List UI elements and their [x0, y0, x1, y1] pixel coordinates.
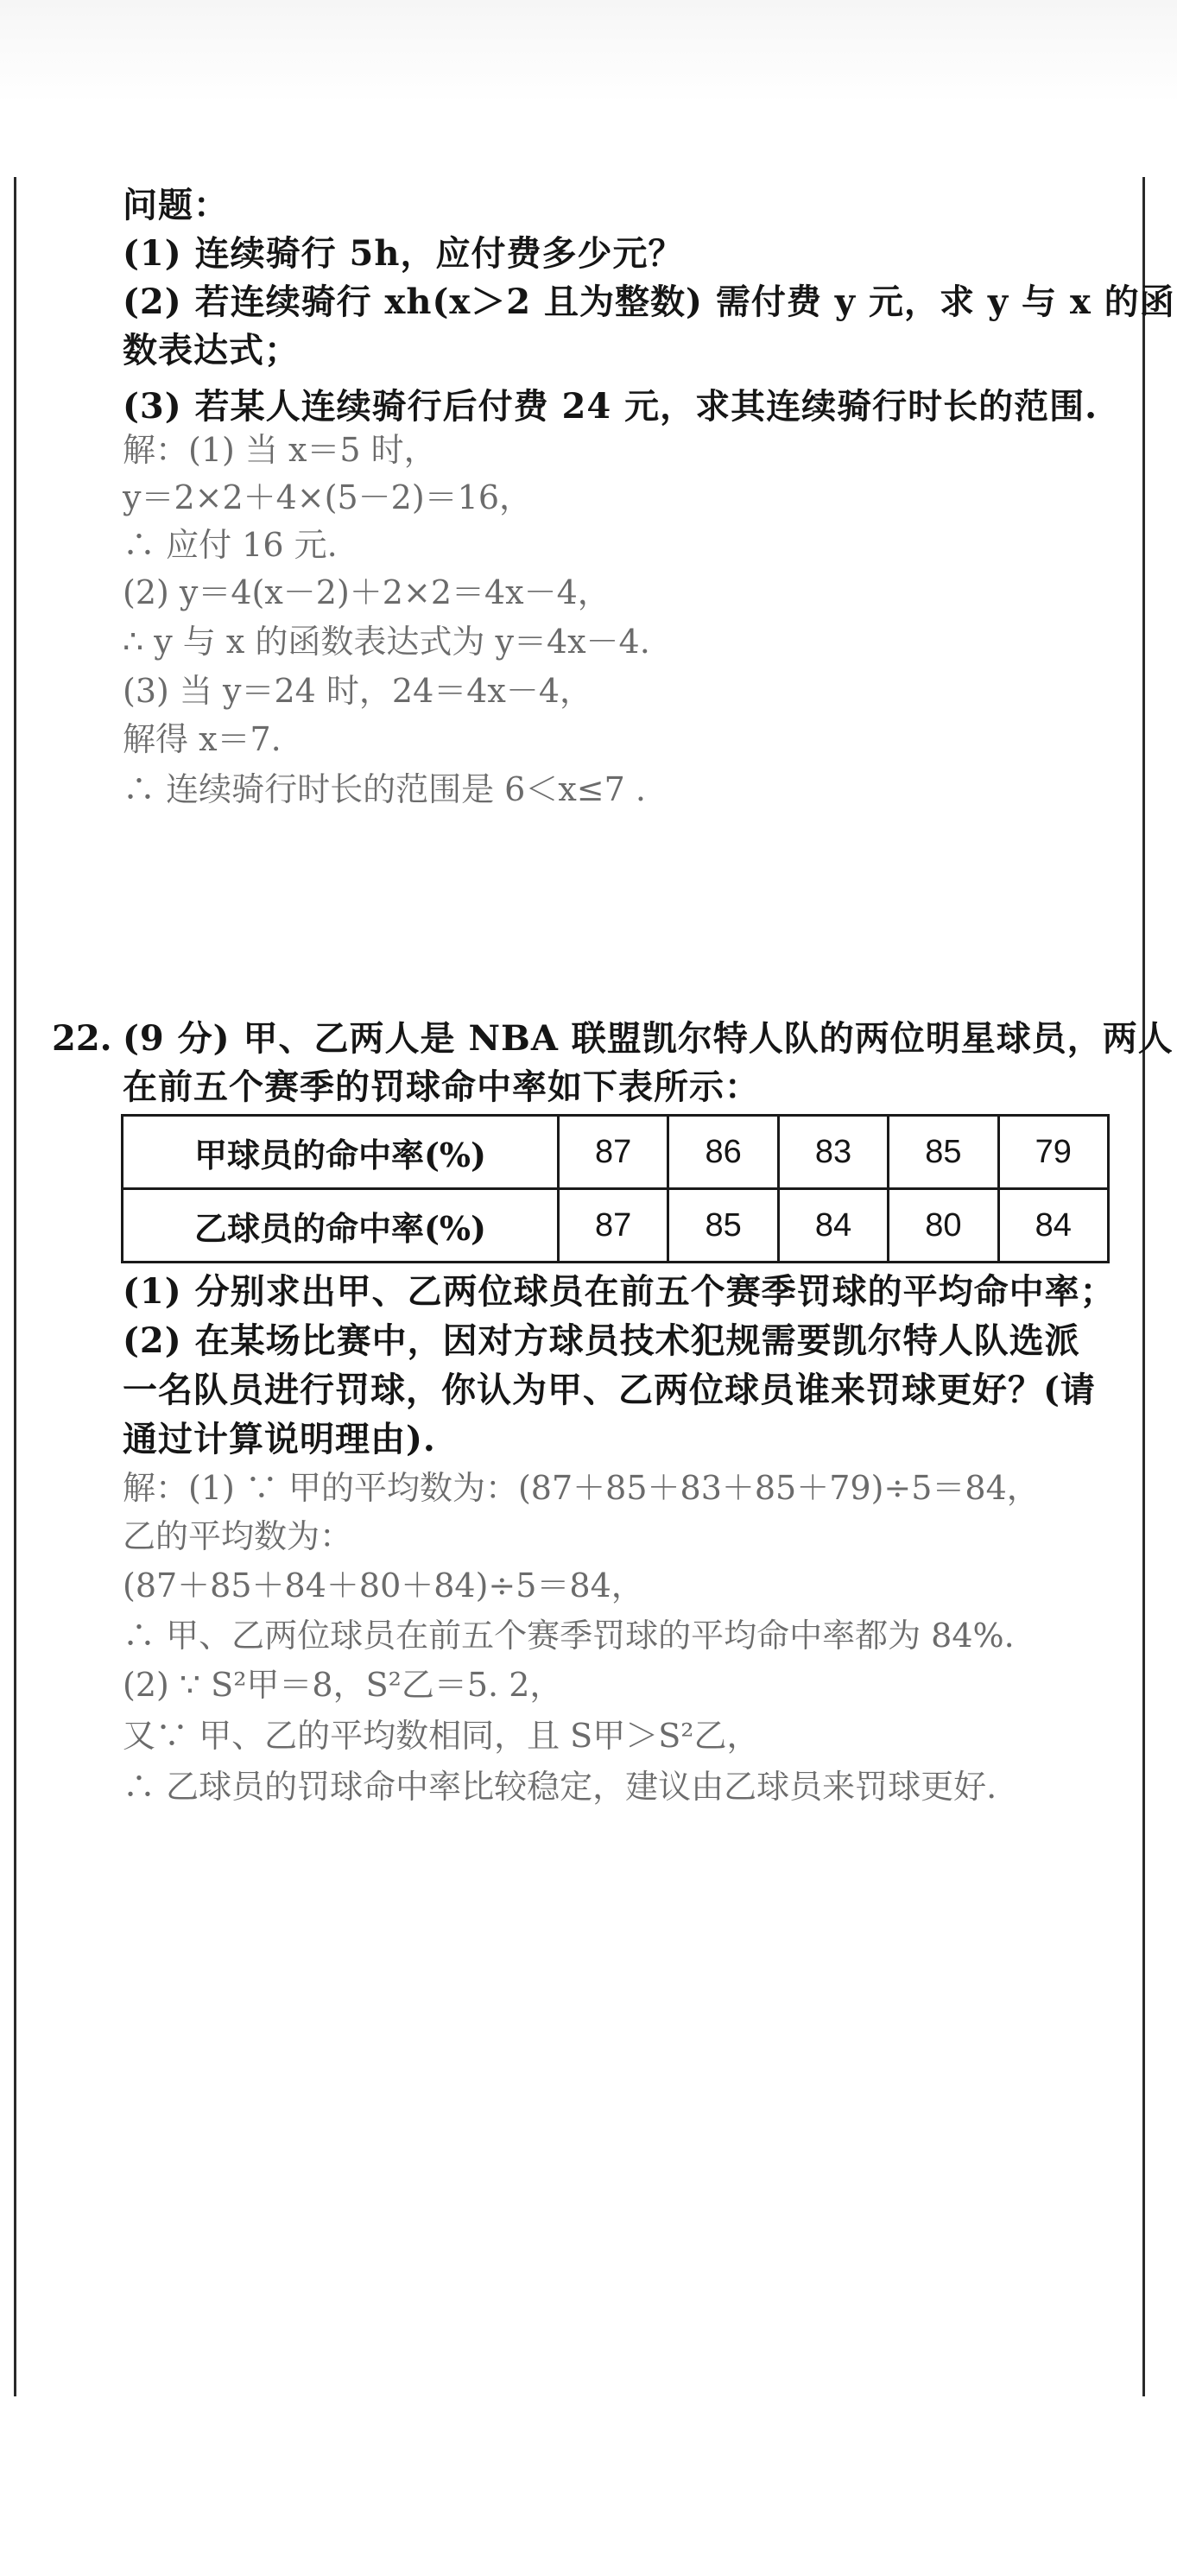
table-cell: 84 — [998, 1189, 1108, 1263]
problem22-solution-line: ∴ 乙球员的罚球命中率比较稳定，建议由乙球员来罚球更好. — [123, 1768, 997, 1806]
problem22-solution-line: 又∵ 甲、乙的平均数相同，且 S甲＞S²乙， — [123, 1717, 760, 1755]
free-throw-table — [121, 1114, 1110, 1263]
table-cell: 87 — [559, 1116, 668, 1189]
problem22-solution-line: (2) ∵ S²甲＝8，S²乙＝5. 2， — [123, 1666, 563, 1704]
problem21-line: (3) 若某人连续骑行后付费 24 元，求其连续骑行时长的范围. — [123, 386, 1098, 427]
right-margin-rule — [1142, 177, 1145, 2396]
problem22-intro-line: 在前五个赛季的罚球命中率如下表所示： — [123, 1066, 760, 1107]
problem22-solution-line: 乙的平均数为： — [123, 1517, 353, 1555]
problem21-solution-line: 解得 x＝7. — [123, 720, 282, 758]
problem22-question-line: (2) 在某场比赛中，因对方球员技术犯规需要凯尔特人队选派 — [123, 1320, 1080, 1361]
problem21-line: (1) 连续骑行 5h，应付费多少元？ — [123, 233, 684, 274]
table-cell: 86 — [668, 1116, 778, 1189]
table-cell: 85 — [889, 1116, 998, 1189]
left-margin-rule — [14, 177, 16, 2396]
problem21-solution-line: ∴ 应付 16 元. — [123, 526, 338, 564]
problem21-line: (2) 若连续骑行 xh(x＞2 且为整数) 需付费 y 元，求 y 与 x 的函 — [123, 282, 1175, 322]
problem22-solution-line: ∴ 甲、乙两位球员在前五个赛季罚球的平均命中率都为 84%. — [123, 1617, 1015, 1655]
problem22-solution-line: (87＋85＋84＋80＋84)÷5＝84， — [123, 1566, 644, 1604]
problem21-solution-line: (3) 当 y＝24 时，24＝4x－4， — [123, 672, 593, 710]
table-cell: 84 — [778, 1189, 888, 1263]
row-label-yi: 乙球员的命中率(%) — [123, 1189, 559, 1263]
problem21-solution-line: y＝2×2＋4×(5－2)＝16， — [123, 478, 533, 516]
problem22-solution-line: 解：(1) ∵ 甲的平均数为：(87＋85＋83＋85＋79)÷5＝84， — [123, 1469, 1040, 1507]
problem21-line: 数表达式； — [123, 330, 300, 370]
problem21-solution-line: ∴ 连续骑行时长的范围是 6＜x≤7 . — [123, 770, 646, 808]
table-cell: 87 — [559, 1189, 668, 1263]
table-cell: 80 — [889, 1189, 998, 1263]
problem21-solution-line: 解：(1) 当 x＝5 时， — [123, 431, 437, 469]
table-cell: 83 — [778, 1116, 888, 1189]
problem22-question-line: 通过计算说明理由). — [123, 1419, 436, 1459]
problem22-number: 22. — [52, 1018, 112, 1059]
problem22-question-line: 一名队员进行罚球，你认为甲、乙两位球员谁来罚球更好？(请 — [123, 1370, 1096, 1410]
problem21-line: 问题： — [123, 185, 229, 225]
row-label-jia: 甲球员的命中率(%) — [123, 1116, 559, 1189]
problem22-question-line: (1) 分别求出甲、乙两位球员在前五个赛季罚球的平均命中率； — [123, 1271, 1116, 1312]
problem21-solution-line: (2) y＝4(x－2)＋2×2＝4x－4， — [123, 573, 611, 611]
table-row — [123, 1116, 1109, 1189]
problem21-solution-line: ∴ y 与 x 的函数表达式为 y＝4x－4. — [123, 623, 650, 661]
table-cell: 85 — [668, 1189, 778, 1263]
table-cell: 79 — [998, 1116, 1108, 1189]
problem22-intro-line: (9 分) 甲、乙两人是 NBA 联盟凯尔特人队的两位明星球员，两人 — [123, 1018, 1174, 1059]
table-row — [123, 1189, 1109, 1263]
